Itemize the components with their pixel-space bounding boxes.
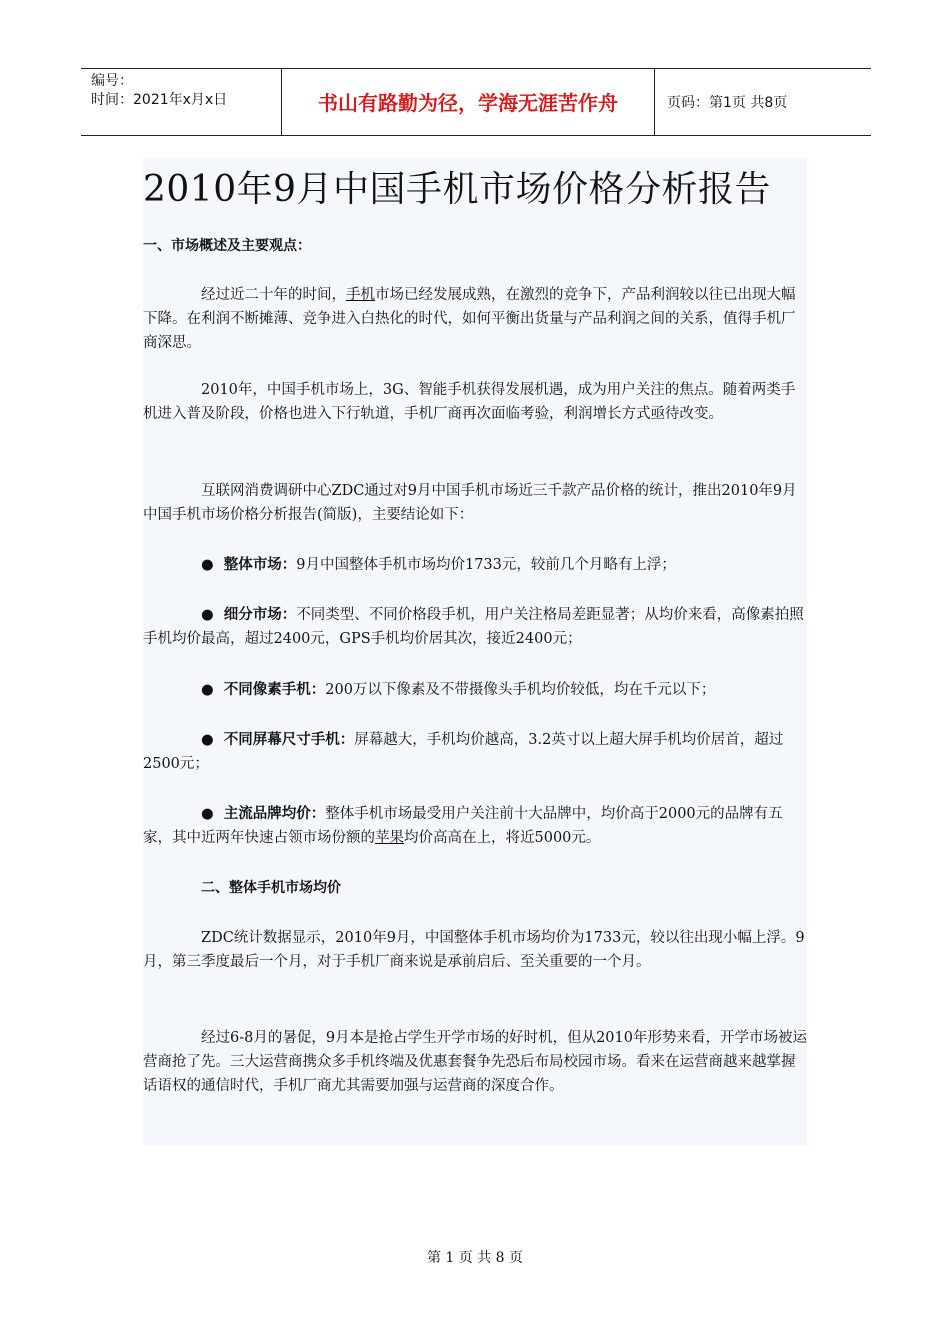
phone-link[interactable]: 手机	[346, 287, 375, 303]
bullet-dot-icon: ●	[201, 556, 224, 573]
bullet-item	[143, 728, 807, 776]
document-header	[81, 68, 871, 136]
section-heading-overview: 一、市场概述及主要观点：	[143, 238, 311, 254]
bullet-label: 不同屏幕尺寸手机：	[223, 732, 355, 748]
page-footer: 第 1 页 共 8 页	[426, 1250, 524, 1266]
bullet-text: 均价高高在上，将近5000元。	[404, 830, 601, 846]
bullet-label: 不同像素手机：	[223, 682, 326, 698]
bullet-item	[143, 603, 807, 651]
paragraph-text: 经过近二十年的时间，	[201, 287, 346, 303]
paragraph	[143, 378, 807, 426]
bullet-text: 整体手机市场最受用户关注前十大品牌中，均价高于2000元的品牌有五家，其中近两年快速占领市场份额的	[143, 806, 783, 846]
paragraph	[143, 926, 807, 974]
paragraph-text: 互联网消费调研中心ZDC通过对9月中国手机市场近三千款产品价格的统计，推出2010年9月中国手机市场价格分析报告(简版)，主要结论如下：	[143, 483, 797, 523]
page-title: 2010年9月中国手机市场价格分析报告	[143, 169, 772, 210]
header-date-label: 时间：2021年x月x日	[91, 92, 228, 108]
bullet-item	[143, 678, 807, 702]
bullet-label: 整体市场：	[223, 557, 297, 573]
bullet-text: 9月中国整体手机市场均价1733元，较前几个月略有上浮；	[296, 557, 676, 573]
bullet-label: 主流品牌均价：	[223, 806, 326, 822]
paragraph-text: 市场已经发展成熟，在激烈的竞争下，产品利润较以往已出现大幅下降。在利润不断摊薄、竞争进入白热化的时代，如何平衡出货量与产品利润之间的关系，值得手机厂商深思。	[143, 287, 796, 351]
bullet-text: 不同类型、不同价格段手机，用户关注格局差距显著；从均价来看，高像素拍照手机均价最高，超过2400元，GPS手机均价居其次，接近2400元；	[143, 607, 804, 647]
section-heading-average-price: 二、整体手机市场均价	[201, 880, 341, 896]
paragraph-text: 经过6-8月的暑促，9月本是抢占学生开学市场的好时机，但从2010年形势来看，开学市场被运营商抢了先。三大运营商携众多手机终端及优惠套餐争先恐后布局校园市场。看来在运营商越来越掌握话语权的通信时代，手机厂商尤其需要加强与运营商的深度合作。	[143, 1030, 807, 1094]
bullet-text: 200万以下像素及不带摄像头手机均价较低，均在千元以下；	[325, 682, 716, 698]
paragraph-text: 2010年，中国手机市场上，3G、智能手机获得发展机遇，成为用户关注的焦点。随着两类手机进入普及阶段，价格也进入下行轨道，手机厂商再次面临考验，利润增长方式亟待改变。	[143, 382, 796, 422]
header-number-label: 编号：	[91, 73, 133, 89]
bullet-dot-icon: ●	[201, 731, 224, 748]
bullet-dot-icon: ●	[201, 805, 224, 822]
bullet-text: 屏幕越大，手机均价越高，3.2英寸以上超大屏手机均价居首，超过2500元；	[143, 732, 784, 772]
paragraph	[143, 479, 807, 527]
bullet-dot-icon: ●	[201, 606, 224, 623]
paragraph	[143, 283, 807, 355]
header-page-label: 页码：第1页 共8页	[667, 95, 788, 111]
bullet-label: 细分市场：	[223, 607, 297, 623]
paragraph-text: ZDC统计数据显示，2010年9月，中国整体手机市场均价为1733元，较以往出现小幅上浮。9月，第三季度最后一个月，对于手机厂商来说是承前启后、至关重要的一个月。	[143, 930, 805, 970]
document-body	[143, 158, 807, 1145]
bullet-item	[143, 553, 807, 577]
header-motto: 书山有路勤为径，学海无涯苦作舟	[281, 69, 655, 135]
paragraph	[143, 1026, 807, 1098]
header-meta-cell	[81, 69, 281, 135]
bullet-item	[143, 802, 807, 850]
apple-link[interactable]: 苹果	[375, 830, 404, 846]
bullet-dot-icon: ●	[201, 681, 224, 698]
